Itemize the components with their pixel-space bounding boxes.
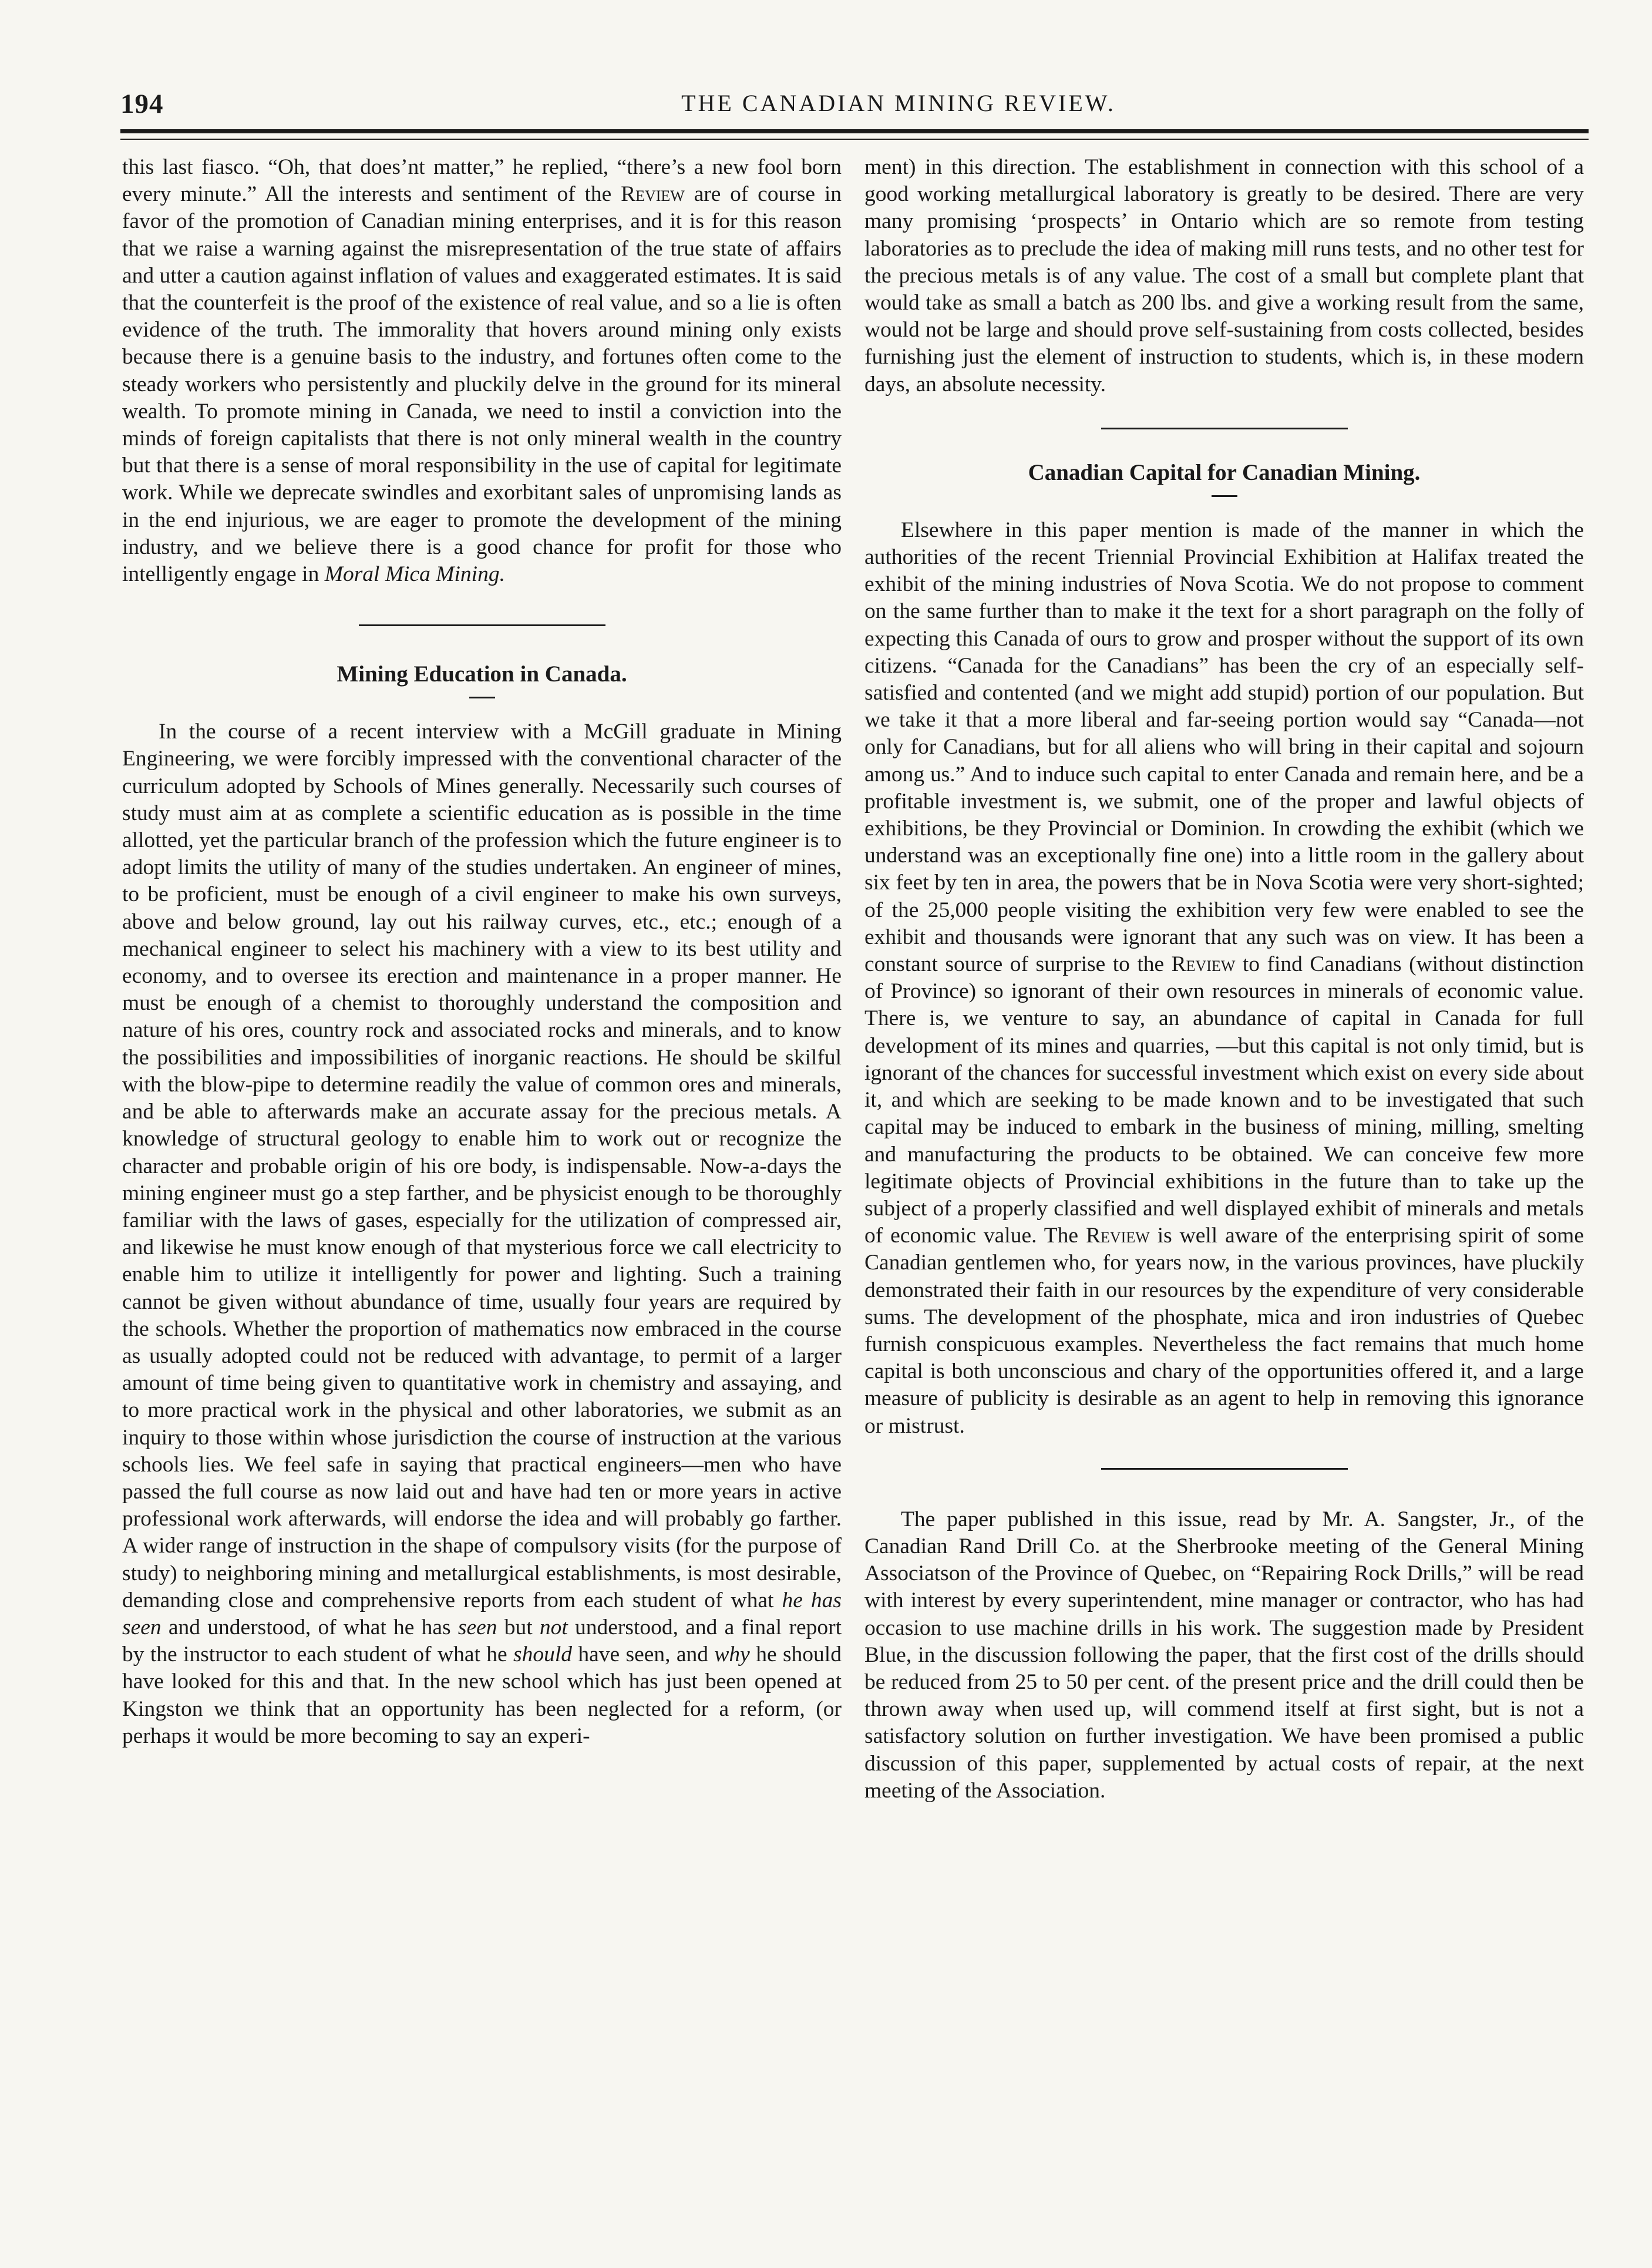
publication-name: Review [621,182,685,207]
text-run: have seen, and [572,1642,715,1667]
article-body-capital [864,517,1584,1440]
article-body-education [122,718,842,1750]
article-body-education-continued: ment) in this direction. The establishment in connection with this school of a good working metallurgical laboratory is greatly to be desired. There are very many promising ‘prospects’ in Ontario which are so remote from testing laboratories as to preclude the idea of making mill runs tests, and no other test for the precious metals is of any value. The cost of a small but complete plant that would take as small a batch as 200 lbs. and give a working result from the same, would not be large and should prove self-sustaining from costs collected, besides furnishing just the element of instruction to students, which is, in these modern days, an absolute necessity. [864,155,1584,397]
emphasis-text: he has seen [122,1588,842,1639]
text-run: he should have looked for this and that. In the new school which has just been opened at Kingston we think that an opportunity has been neglected for a reform, (or perhaps it would be more becoming to say an experi- [122,1642,842,1748]
publication-name: Review [1086,1224,1150,1248]
emphasis-text: why [714,1642,750,1667]
article-heading-capital: Canadian Capital for Canadian Mining. [1028,459,1421,485]
heading-dash [469,697,495,698]
page-number: 194 [120,89,164,119]
heading-dash [1212,495,1237,497]
header-rule [120,129,1589,133]
left-column [122,154,842,1750]
right-column [864,154,1584,1805]
emphasis-text: seen [457,1615,497,1639]
header-rule-thin [120,139,1589,140]
emphasis-text: Moral Mica Mining. [324,562,505,587]
emphasis-text: not [539,1615,568,1639]
text-run: understood, and a final report by the instructor to each student of what he [122,1615,842,1667]
emphasis-text: should [513,1642,573,1667]
publication-name: Review [1171,952,1236,977]
text-run: are of course in favor of the promotion of Canadian mining enterprises, and it is for this reason that we raise a warning against the misrepresentation of the true state of affairs and utter a caution against inflation of values and exaggerated estimates. It is said that the counterfeit is the proof of the existence of real value, and so a lie is often evidence of the truth. The immorality that hovers around mining only exists because there is a genuine basis to the industry, and fortunes often come to the steady workers who persistently and pluckily delve in the ground for its mineral wealth. To promote mining in Canada, we need to instil a conviction into the minds of foreign capitalists that there is not only mineral wealth in the country but that there is a sense of moral responsibility in the use of capital for legitimate work. While we deprecate swindles and exorbitant sales of unpromising lands as in the end injurious, we are eager to promote the development of the mining industry, and we believe there is a good chance for profit for those who intelligently engage in [122,182,842,587]
text-run: is well aware of the enterprising spirit of some Canadian gentlemen who, for years now, in the various provinces, have pluckily demonstrated their faith in our resources by the expenditure of very considerable sums. The development of the phosphate, mica and iron industries of Quebec furnish conspicuous examples. Nevertheless the fact remains that much home capital is both unconscious and chary of the opportunities offered it, and a large measure of publicity is desirable as an agent to help in removing this ignorance or mistrust. [864,1224,1584,1438]
text-run: In the course of a recent interview with a McGill graduate in Mining Engineering, we were forcibly impressed with the conventional character of the curriculum adopted by Schools of Mines generally. Necessarily such courses of study must aim at as complete a scientific education as is possible in the time allotted, yet the particular branch of the profession which the future engineer is to adopt limits the utility of many of the studies undertaken. An engineer of mines, to be proficient, must be enough of a civil engineer to make his own surveys, above and below ground, lay out his railway curves, etc., etc.; enough of a mechanical engineer to select his machinery with a view to its best utility and economy, and to oversee its erection and maintenance in a proper manner. He must be enough of a chemist to thoroughly understand the composition and nature of his ores, country rock and associated rocks and minerals, and to know the possibilities and impossibilities of inorganic reactions. He should be skilful with the blow-pipe to determine readily the value of common ores and minerals, and be able to afterwards make an accurate assay for the precious metals. A knowledge of structural geology to enable him to work out or recognize the character and probable origin of his ore body, is indispensable. Now-a-days the mining engineer must go a step farther, and be physicist enough to be thoroughly familiar with the laws of gases, especially for the utilization of compressed air, and likewise he must know enough of that mysterious force we call electricity to enable him to utilize it intelligently for power and lighting. Such a training cannot be given without abundance of time, usually four years are required by the schools. Whether the proportion of mathematics now embraced in the course as usually adopted could not be reduced with advantage, to permit of a larger amount of time being given to quantitative work in chemistry and assaying, and to more practical work in the physical and other laboratories, we submit as an inquiry to those within whose jurisdiction the course of instruction at the various schools lies. We feel safe in saying that practical engineers—men who have passed the full course as now laid out and have had ten or more years in active professional work afterwards, will endorse the idea and will probably go farther. A wider range of instruction in the shape of compulsory visits (for the purpose of study) to neighboring mining and metallurgical establishments, is most desirable, demanding close and comprehensive reports from each student of what [122,720,842,1612]
text-run: to find Canadians (without distinction of Province) so ignorant of their own resources in minerals of economic value. There is, we venture to say, an abundance of capital in Canada for full development of its mines and quarries, —but this capital is not only timid, but is ignorant of the chances for successful investment which exist on every side about it, and which are seeking to be made known and to be investigated that such capital may be induced to embark in the business of mining, milling, smelting and manufacturing the products to be obtained. We can conceive few more legitimate objects of Provincial exhibitions in the future than to take up the subject of a properly classified and well displayed exhibit of minerals and metals of economic value. The [864,952,1584,1248]
running-title: THE CANADIAN MINING REVIEW. [681,90,1116,116]
section-divider [1101,428,1348,429]
text-run: Elsewhere in this paper mention is made of the manner in which the authorities of the recent Triennial Provincial Exhibition at Halifax treated the exhibit of the mining industries of Nova Scotia. We do not propose to comment on the same further than to make it the text for a short paragraph on the folly of expecting this Canada of ours to grow and prosper without the support of its own citizens. “Canada for the Canadians” has been the cry of an especially self-satisfied and contented (and we might add stupid) portion of our population. But we take it that a more liberal and far-seeing portion would say “Canada—not only for Canadians, but for all aliens who will bring in their capital and sojourn among us.” And to induce such capital to enter Canada and remain here, and be a profitable investment is, we submit, one of the proper and lawful objects of exhibitions, be they Provincial or Dominion. In crowding the exhibit (which we understand was an exceptionally fine one) into a little room in the gallery about six feet by ten in area, the powers that be in Nova Scotia were very short-sighted; of the 25,000 people visiting the exhibition very few were enabled to see the exhibit and thousands were ignorant that any such was on view. It has been a constant source of surprise to the [864,518,1584,977]
article-heading-education: Mining Education in Canada. [337,661,627,687]
text-run: this last fiasco. “Oh, that does’nt matter,” he replied, “there’s a new fool born every minute.” All the interests and sentiment of the [122,155,842,207]
article-body-rock-drills: The paper published in this issue, read by Mr. A. Sangster, Jr., of the Canadian Rand Drill Co. at the Sherbrooke meeting of the General Mining Associatson of the Province of Quebec, on “Repairing Rock Drills,” will be read with interest by every superintendent, mine manager or contractor, who has had occasion to use machine drills in his work. The suggestion made by President Blue, in the discussion following the paper, that the first cost of the drills should be reduced from 25 to 50 per cent. of the present price and the drill could then be thrown away when used up, will commend itself at first sight, but is not a satisfactory solution on further investigation. We have been promised a public discussion of this paper, supplemented by actual costs of repair, at the next meeting of the Association. [864,1507,1584,1803]
section-divider [1101,1468,1348,1470]
section-divider [359,624,605,626]
text-run: and understood, of what he has [161,1615,458,1639]
page-header [120,88,1589,123]
continued-article-text [122,154,842,588]
text-run: but [497,1615,540,1639]
